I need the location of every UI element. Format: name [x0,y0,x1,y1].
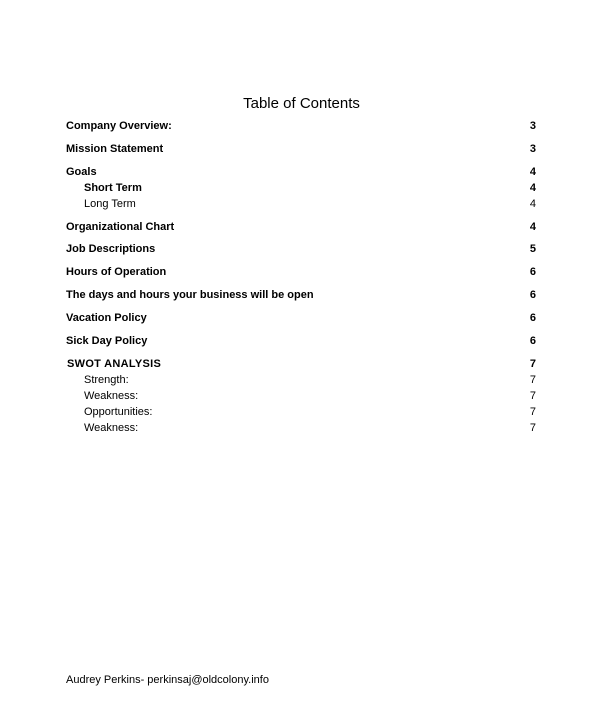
toc-entry-label: Hours of Operation [66,266,167,278]
toc-entry-page: 3 [529,120,536,132]
toc-entry-page: 7 [529,406,536,418]
page-footer: Audrey Perkins- perkinsaj@oldcolony.info [66,674,269,686]
toc-entry-job-descriptions[interactable] [66,241,536,257]
toc-entry-label: Goals [66,166,97,178]
toc-entry-page: 6 [529,289,536,301]
toc-entry-organizational-chart[interactable] [66,219,536,235]
toc-entry-page: 7 [529,358,536,370]
toc-entry-mission-statement[interactable] [66,141,536,157]
toc-entry-days-and-hours[interactable] [66,287,536,303]
toc-entry-page: 6 [529,335,536,347]
toc-entry-swot-analysis[interactable] [66,356,536,372]
toc-entry-label: Strength: [84,374,129,386]
toc-entry-label: Opportunities: [84,406,153,418]
toc-entry-goals[interactable] [66,164,536,180]
toc-entry-label: Organizational Chart [66,221,175,233]
toc-entry-label: Weakness: [84,390,139,402]
toc-entry-label: Sick Day Policy [66,335,148,347]
toc-entry-sick-day-policy[interactable] [66,333,536,349]
toc-entry-label: SWOT ANALYSIS [67,358,162,370]
toc-entry-short-term[interactable] [66,180,536,196]
table-of-contents [66,118,536,436]
toc-entry-page: 7 [529,390,536,402]
toc-entry-weakness[interactable] [66,388,536,404]
toc-entry-page: 6 [529,266,536,278]
toc-entry-label: Long Term [84,198,136,210]
toc-entry-company-overview[interactable] [66,118,536,134]
toc-entry-label: Company Overview: [66,120,172,132]
toc-entry-page: 4 [529,221,536,233]
toc-entry-label: Mission Statement [66,143,164,155]
toc-title: Table of Contents [243,95,360,112]
toc-entry-label: Vacation Policy [66,312,147,324]
toc-entry-page: 6 [529,312,536,324]
toc-entry-page: 7 [529,374,536,386]
toc-entry-page: 7 [529,422,536,434]
toc-entry-page: 4 [529,198,536,210]
toc-entry-opportunities[interactable] [66,404,536,420]
toc-entry-page: 4 [529,182,536,194]
toc-entry-hours-of-operation[interactable] [66,264,536,280]
toc-entry-label: Short Term [84,182,142,194]
toc-entry-strength[interactable] [66,372,536,388]
toc-entry-label: Job Descriptions [66,243,156,255]
toc-entry-long-term[interactable] [66,196,536,212]
toc-entry-vacation-policy[interactable] [66,310,536,326]
toc-entry-page: 5 [529,243,536,255]
toc-entry-label: The days and hours your business will be open [66,289,314,301]
toc-entry-page: 4 [529,166,536,178]
toc-entry-label: Weakness: [84,422,139,434]
toc-entry-weakness-2[interactable] [66,420,536,436]
toc-entry-page: 3 [529,143,536,155]
